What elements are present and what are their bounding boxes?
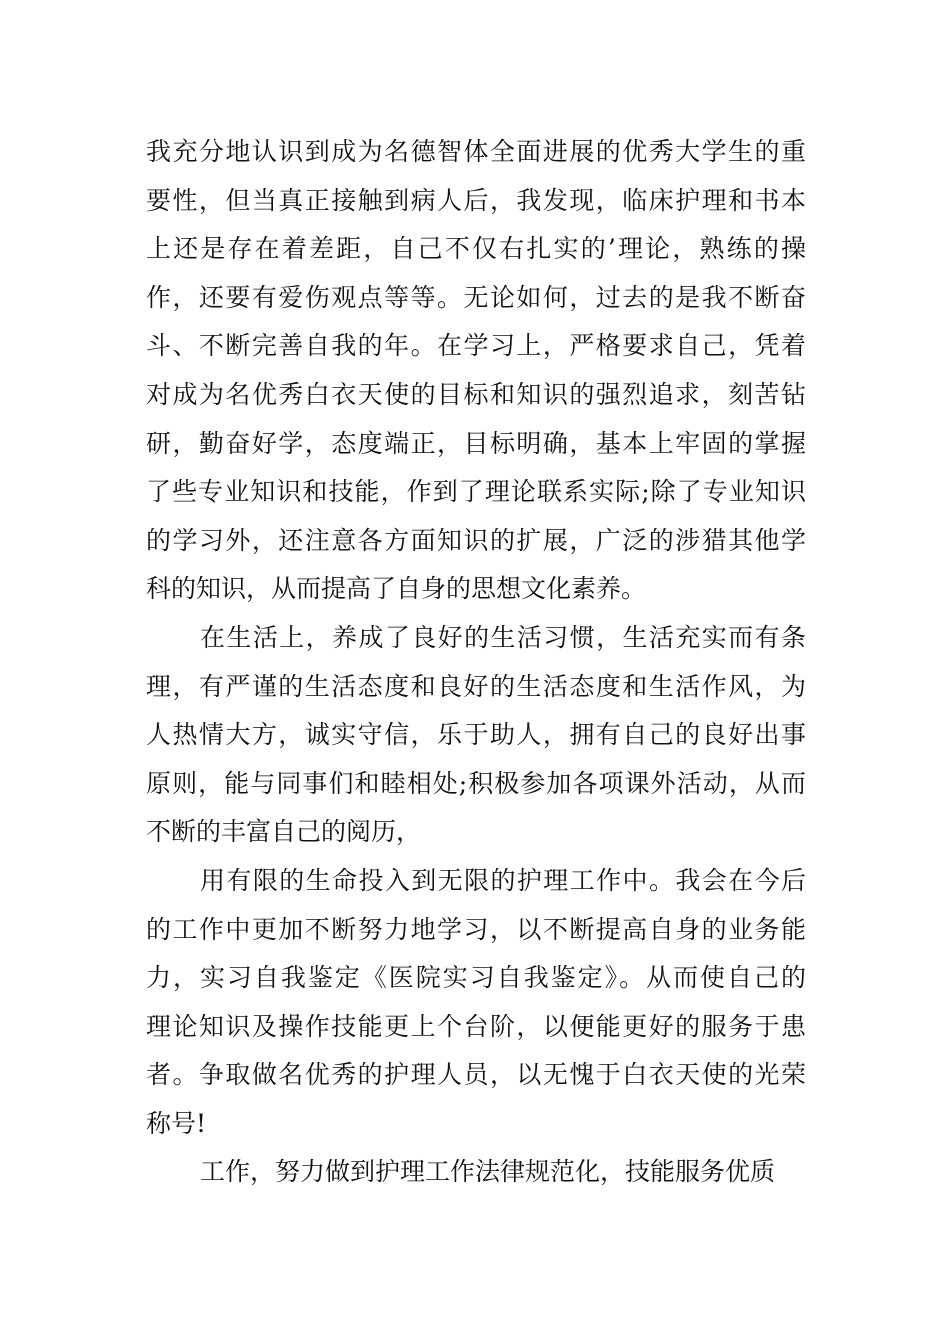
text-line: 用有限的生命投入到无限的护理工作中。我会在今后 (200, 865, 806, 895)
document-body (146, 128, 806, 1197)
text-line: 对成为名优秀白衣天使的目标和知识的强烈追求，刻苦钻 (146, 379, 806, 409)
text-line: 科的知识，从而提高了自身的思想文化素养。 (146, 574, 647, 604)
text-line: 我充分地认识到成为名德智体全面进展的优秀大学生的重 (146, 137, 806, 166)
text-line: 原则，能与同事们和睦相处;积极参加各项课外活动，从而 (146, 768, 806, 798)
text-line: 了些专业知识和技能，作到了理论联系实际;除了专业知识 (146, 477, 806, 507)
text-line: 在生活上，养成了良好的生活习惯，生活充实而有条 (200, 622, 806, 652)
text-line: 斗、不断完善自我的年。在学习上，严格要求自己，凭着 (146, 331, 806, 361)
text-line: 作，还要有爱伤观点等等。无论如何，过去的是我不断奋 (146, 282, 806, 312)
text-line: 要性，但当真正接触到病人后，我发现，临床护理和书本 (146, 185, 806, 215)
text-line: 人热情大方，诚实守信，乐于助人，拥有自己的良好出事 (146, 720, 806, 750)
text-line: 理，有严谨的生活态度和良好的生活态度和生活作风，为 (146, 671, 806, 701)
text-line: 称号! (146, 1108, 207, 1138)
paragraph (146, 857, 806, 1149)
text-line: 研，勤奋好学，态度端正，目标明确，基本上牢固的掌握 (146, 428, 806, 458)
text-line: 工作，努力做到护理工作法律规范化，技能服务优质 (200, 1157, 776, 1187)
paragraph (146, 614, 806, 857)
text-line: 上还是存在着差距，自己不仅右扎实的’理论，熟练的操 (146, 234, 806, 264)
paragraph (146, 128, 806, 614)
text-line: 理论知识及操作技能更上个台阶，以便能更好的服务于患 (146, 1011, 806, 1041)
text-line: 不断的丰富自己的阅历， (146, 817, 422, 847)
text-line: 力，实习自我鉴定《医院实习自我鉴定》。从而使自己的 (146, 963, 806, 993)
paragraph (146, 1148, 806, 1197)
text-line: 的学习外，还注意各方面知识的扩展，广泛的涉猎其他学 (146, 525, 806, 555)
text-line: 的工作中更加不断努力地学习，以不断提高自身的业务能 (146, 914, 806, 944)
text-line: 者。争取做名优秀的护理人员，以无愧于白衣天使的光荣 (146, 1060, 806, 1090)
